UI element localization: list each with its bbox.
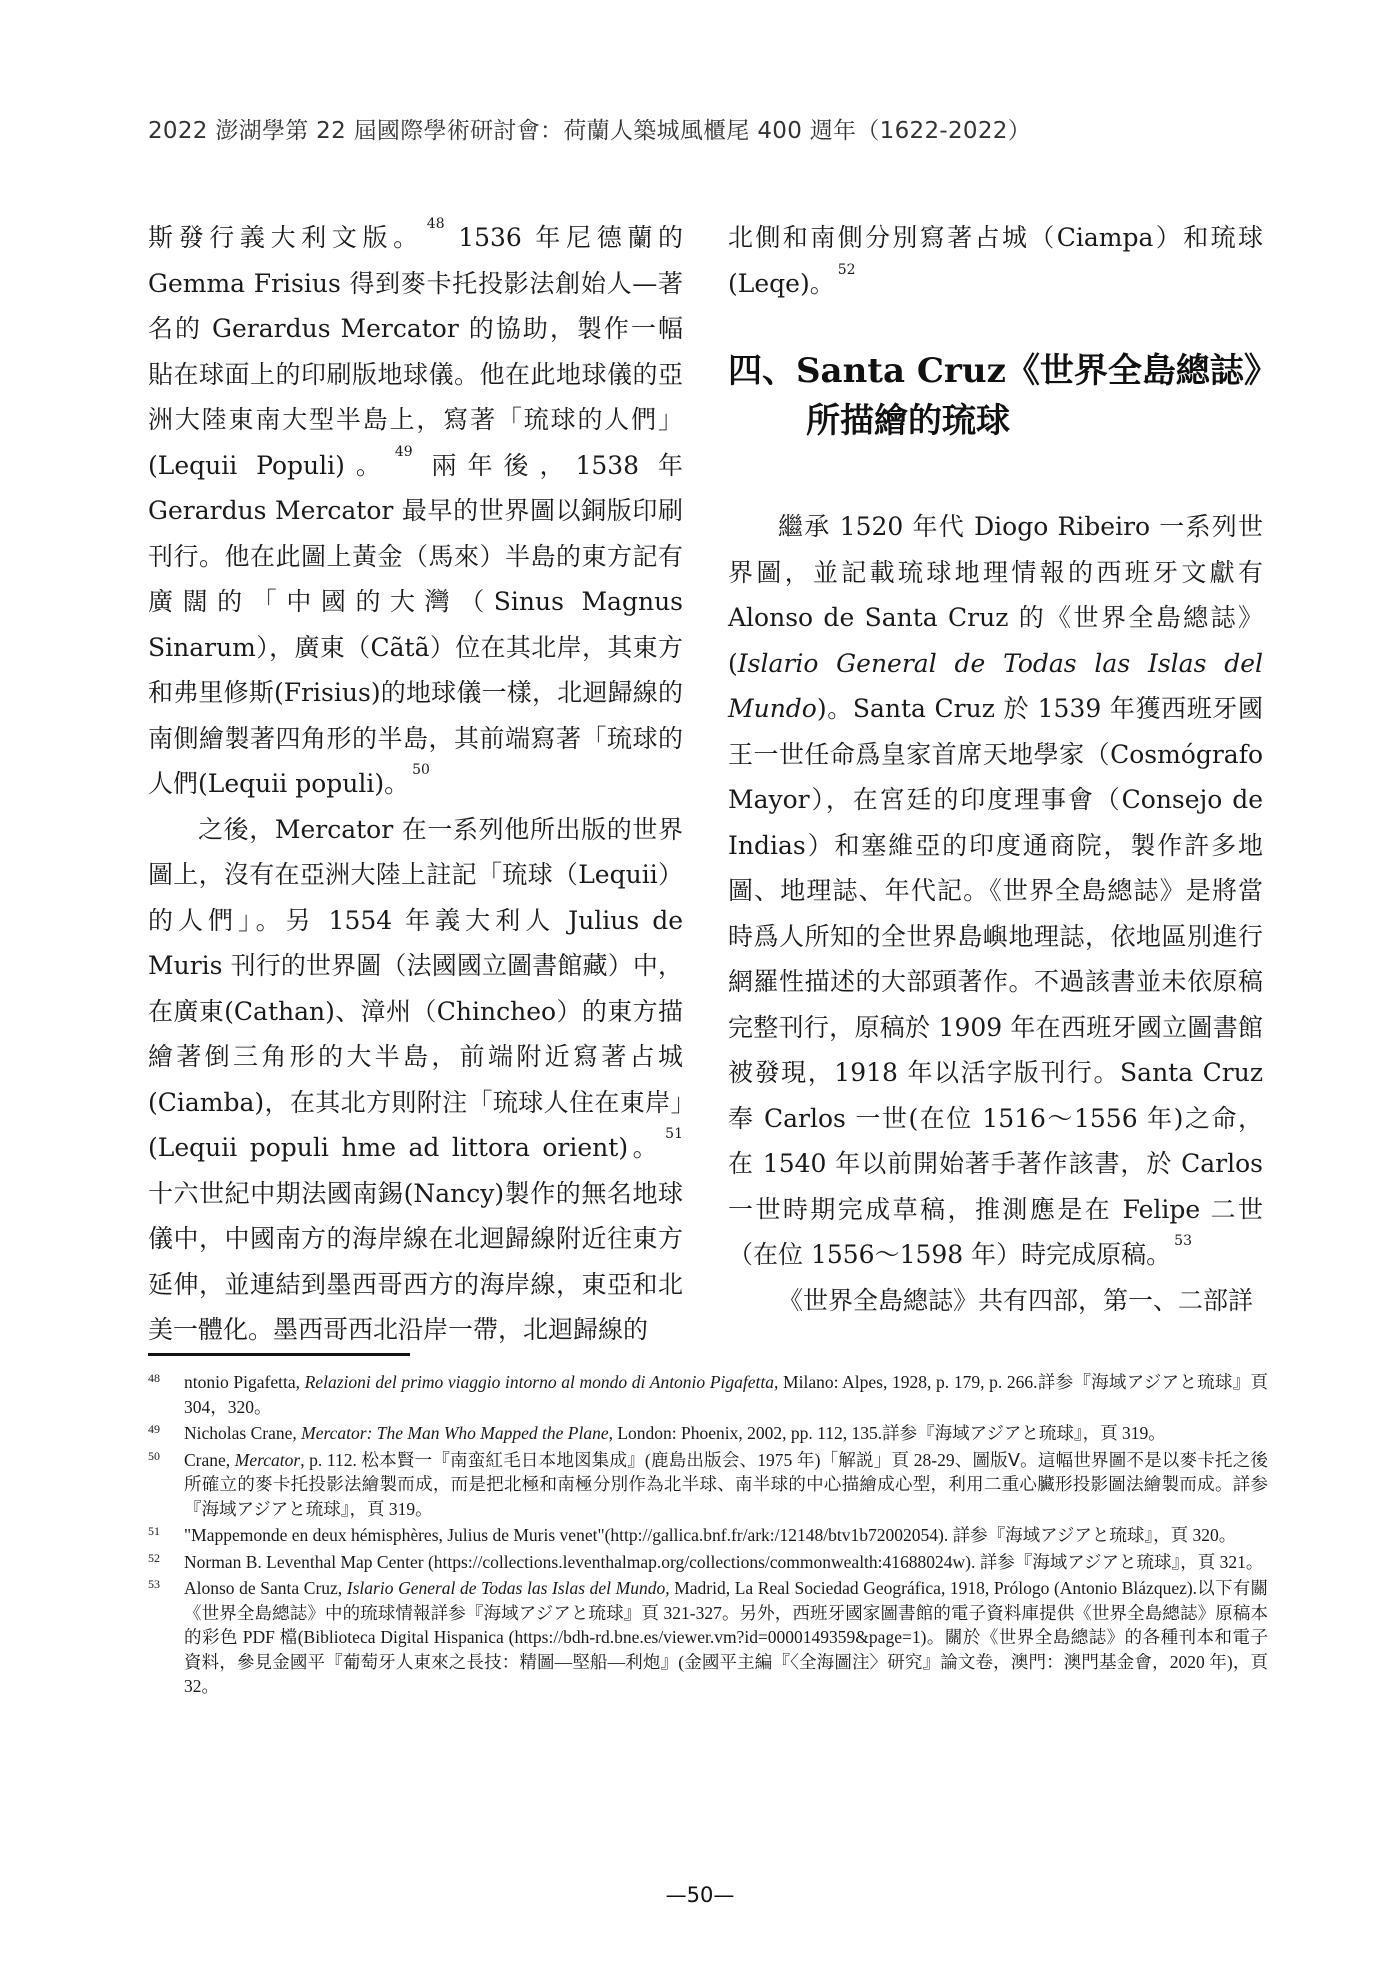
paragraph (728, 215, 1263, 306)
footnote-title: Islario General de Todas las Islas del Mundo, (346, 1578, 670, 1598)
paragraph-text: 兩年後，1538 年 Gerardus Mercator 最早的世界圖以銅版印刷刊行。他在此圖上黃金（馬來）半島的東方記有廣闊的「中國的大灣（Sinus Magnus Sinarum），廣東（Cãtã）位在其北岸，其東方和弗里修斯(Frisius)的地球儀一樣，北迴歸線的南側繪製著四角形的半島，其前端寫著「琉球的人們(Lequii populi)。 (148, 450, 683, 798)
footnote-ref[interactable]: 53 (1174, 1233, 1192, 1249)
footnote-text: Crane, (184, 1449, 235, 1470)
paragraph-text: 1536 年尼德蘭的 Gemma Frisius 得到麥卡托投影法創始人—著名的 Gerardus Mercator 的協助，製作一幅貼在球面上的印刷版地球儀。他在此地球儀的亞洲大陸東南大型半島上，寫著「琉球的人們」(Lequii Populi)。 (148, 223, 683, 480)
footnote-text: , Milano: Alpes, 1928, p. 179, p. 266.詳参『海域アジアと琉球』頁 304，320。 (184, 1372, 1269, 1417)
footnote-number: 52 (148, 1550, 160, 1565)
paragraph-text: 之後，Mercator 在一系列他所出版的世界圖上，沒有在亞洲大陸上註記「琉球（Lequii）的人們」。另 1554 年義大利人 Julius de Muris 刊行的世界圖（法國國立圖書館藏）中，在廣東(Cathan)、漳州（Chincheo）的東方描繪著倒三角形的大半島，前端附近寫著占城(Ciamba)，在其北方則附注「琉球人住在東岸」(Lequii populi hme ad littora orient)。 (148, 814, 683, 1162)
footnote-text: Alonso de Santa Cruz, (184, 1578, 347, 1598)
footnote-text: Norman B. Leventhal Map Center (https://collections.leventhalmap.org/collections/commonwealth:41688024w). 詳参『海域アジアと琉球』，頁 321。 (184, 1551, 1264, 1572)
footnote-ref[interactable]: 50 (412, 762, 430, 778)
footnote-number: 51 (148, 1524, 160, 1538)
footnote-ref[interactable]: 48 (426, 216, 445, 232)
footnote-number: 48 (148, 1371, 160, 1385)
footnote-divider (148, 1353, 410, 1356)
running-header: 2022 澎湖學第 22 屆國際學術研討會：荷蘭人築城風櫃尾 400 週年（1622-2022） (148, 118, 1032, 144)
paragraph-text: 繼承 1520 年代 Diogo Ribeiro 一系列世界圖，並記載琉球地理情報的西班牙文獻有 Alonso de Santa Cruz 的《世界全島總誌》( (728, 512, 1263, 678)
footnote-53 (148, 1576, 1268, 1699)
footnote-52 (148, 1550, 1268, 1575)
paragraph-text: 十六世紀中期法國南錫(Nancy)製作的無名地球儀中，中國南方的海岸線在北迴歸線附近往東方延伸，並連結到墨西哥西方的海岸線，東亞和北美一體化。墨西哥西北沿岸一帶，北迴歸線的 (148, 1178, 683, 1344)
footnote-text: , London: Phoenix, 2002, pp. 112, 135.詳参『海域アジアと琉球』，頁 319。 (608, 1423, 1166, 1443)
footnote-title: Relazioni del primo viaggio intorno al mondo di Antonio Pigafetta (304, 1372, 774, 1392)
footnote-number: 50 (148, 1448, 160, 1463)
footnote-title: Mercator (234, 1449, 301, 1470)
paragraph (728, 504, 1263, 1278)
paragraph-text: )。Santa Cruz 於 1539 年獲西班牙國王一世任命爲皇家首席天地學家（Cosmógrafo Mayor），在宮廷的印度理事會（Consejo de Indias）和塞維亞的印度通商院，製作許多地圖、地理誌、年代記。《世界全島總誌》是將當時爲人所知的全世界島嶼地理誌，依地區別進行網羅性描述的大部頭著作。不過該書並未依原稿完整刊行，原稿於 1909 年在西班牙國立圖書館被發現，1918 年以活字版刊行。Santa Cruz 奉 Carlos 一世(在位 1516～1556 年)之命，在 1540 年以前開始著手著作該書，於 Carlos 一世時期完成草稿，推測應是在 Felipe 二世（在位 1556～1598 年）時完成原稿。 (728, 694, 1263, 1269)
paragraph: 《世界全島總誌》共有四部，第一、二部詳 (778, 1285, 1254, 1315)
paragraph (148, 807, 683, 1353)
section-heading: 四、Santa Cruz《世界全島總誌》所描繪的琉球 (728, 351, 1261, 441)
paragraph (148, 215, 683, 807)
footnote-number: 49 (148, 1422, 160, 1436)
footnote-text: , p. 112. 松本賢一『南蛮紅毛日本地図集成』(鹿島出版会、1975 年)「解説」頁 28-29、圖版Ⅴ。這幅世界圖不是以麥卡托之後所確立的麥卡托投影法繪製而成，而是把北極和南極分別作為北半球、南半球的中心描繪成心型，利用二重心臟形投影圖法繪製而成。詳参『海域アジアと琉球』，頁 319。 (184, 1449, 1268, 1519)
footnote-title: Mercator: The Man Who Mapped the Plane (301, 1423, 609, 1443)
footnote-51 (148, 1523, 1268, 1548)
footnotes (148, 1370, 1268, 1701)
right-column (728, 215, 1263, 1323)
footnote-ref[interactable]: 49 (394, 443, 413, 460)
page-number: —50— (665, 1883, 735, 1907)
footnote-50 (148, 1448, 1268, 1522)
footnote-text: Madrid, La Real Sociedad Geográfica, 1918, Prólogo (Antonio Blázquez).以下有關《世界全島總誌》中的琉球情報詳参『海域アジアと琉球』頁 321-327。另外，西班牙國家圖書館的電子資料庫提供《世界全島總誌》原稿本的彩色 PDF 檔(Biblioteca Digital Hispanica (https://bdh-rd.bne.es/viewer.vm?id=0000149359&page=1)。關於《世界全島總誌》的各種刊本和電子資料，參見金國平『葡萄牙人東來之長技：精圖—堅船—利炮』(金國平主編『〈全海圖注〉研究』論文卷，澳門：澳門基金會，2020 年)，頁 32。 (184, 1578, 1268, 1696)
book-title: Islario General de Todas las Islas del Mundo (728, 648, 1263, 723)
footnote-text: "Mappemonde en deux hémisphères, Julius de Muris venet"(http://gallica.bnf.fr/ark:/12148/btv1b72002054). 詳参『海域アジアと琉球』，頁 320。 (184, 1525, 1237, 1545)
footnote-49 (148, 1421, 1268, 1446)
footnote-48 (148, 1370, 1268, 1419)
footnote-ref[interactable]: 52 (837, 261, 856, 278)
footnote-text: Nicholas Crane, (184, 1423, 302, 1443)
footnote-ref[interactable]: 51 (665, 1126, 683, 1142)
footnote-number: 53 (148, 1577, 160, 1591)
paragraph-text: 斯發行義大利文版。 (148, 223, 424, 252)
left-column (148, 215, 683, 1353)
footnote-text: ntonio Pigafetta, (184, 1372, 305, 1392)
paragraph-text: 北側和南側分別寫著占城（Ciampa）和琉球(Leqe)。 (728, 223, 1263, 298)
